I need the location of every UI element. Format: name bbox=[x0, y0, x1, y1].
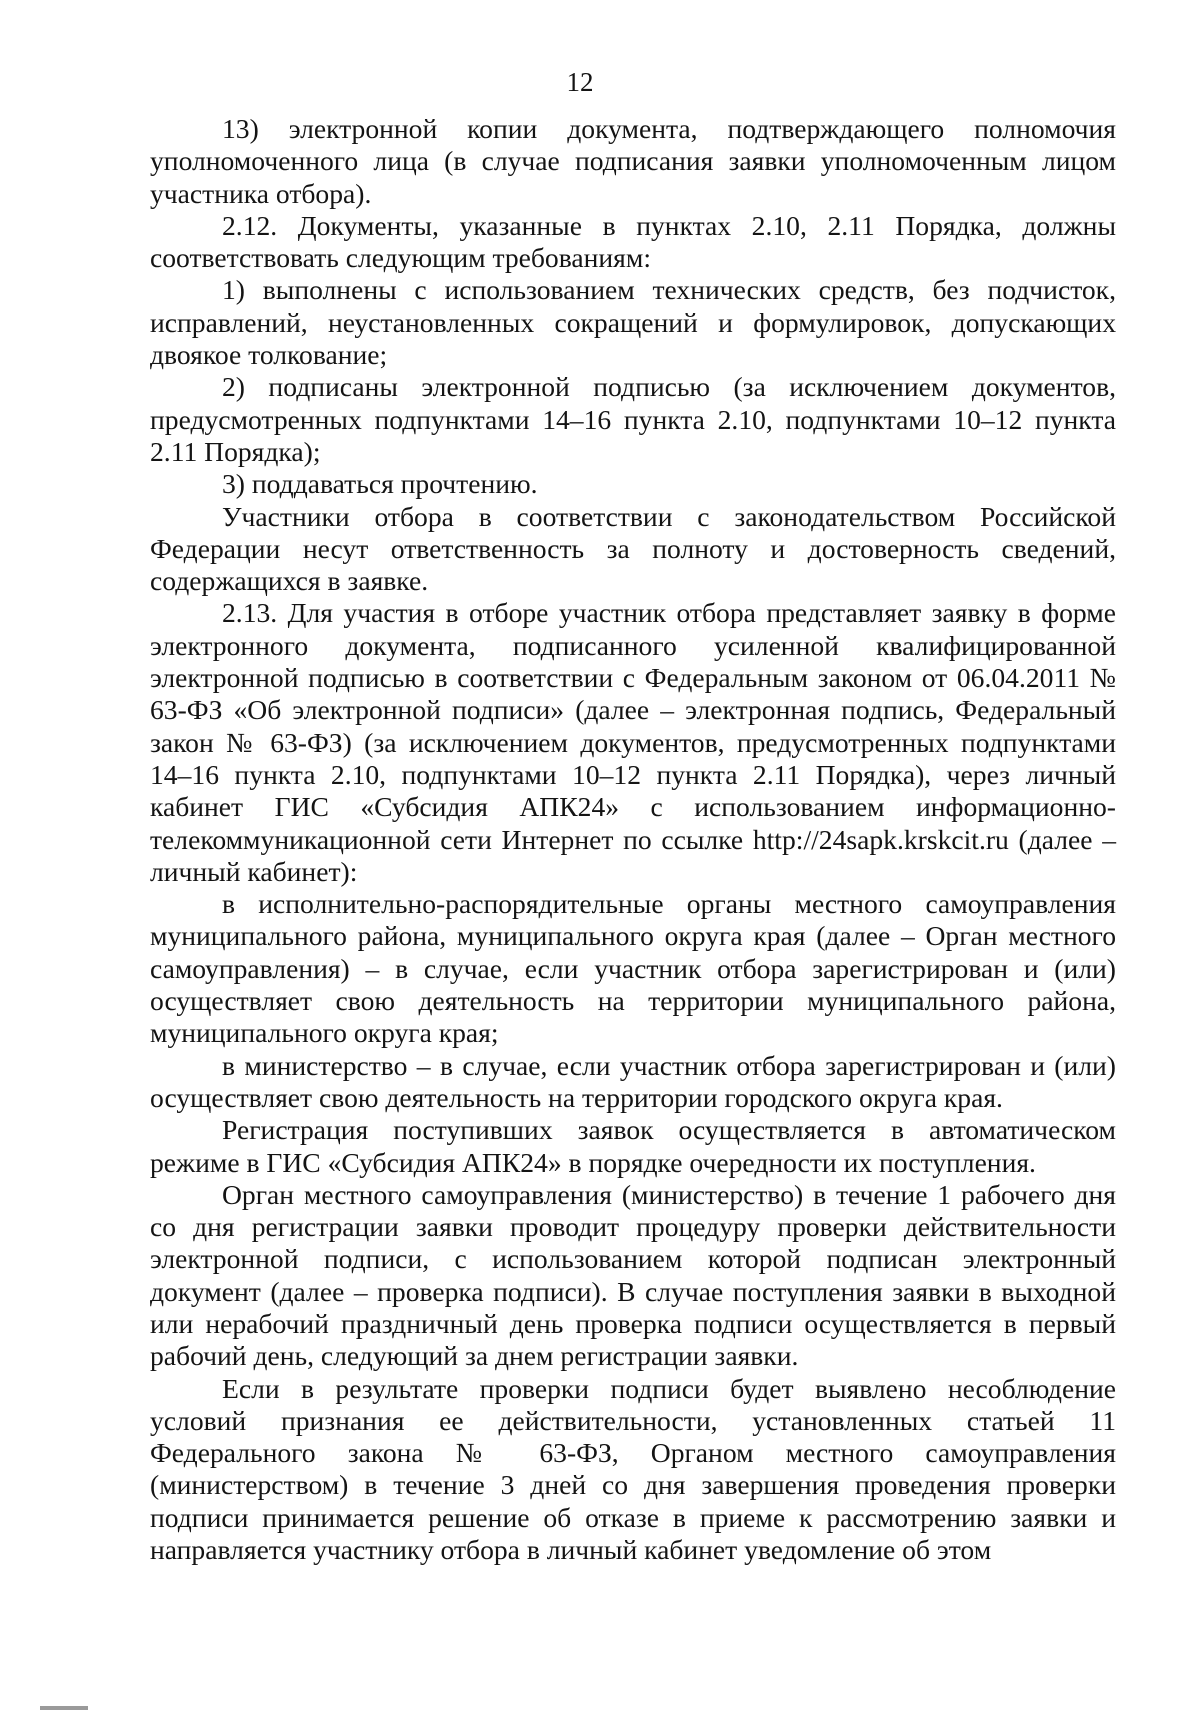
paragraph-refusal: Если в результате проверки подписи будет выявлено несоблюдение условий признания ее действительности, установленных статьей 11 Федерального закона № 63-ФЗ, Органом местного самоуправления (министерством) в течение 3 дней со дня завершения проведения проверки подписи принимается решение об отказе в приеме к рассмотрению заявки и направляется участнику отбора в личный кабинет уведомление об этом bbox=[150, 1372, 1116, 1566]
paragraph-2-13: 2.13. Для участия в отборе участник отбора представляет заявку в форме электронного документа, подписанного усиленной квалифицированной электронной подписью в соответствии с Федеральным законом от 06.04.2011 № 63-ФЗ «Об электронной подписи» (далее – электронная подпись, Федеральный закон № 63-ФЗ) (за исключением документов, предусмотренных подпунктами 14–16 пункта 2.10, подпунктами 10–12 пункта 2.11 Порядка), через личный кабинет ГИС «Субсидия АПК24» с использованием информационно-телекоммуникационной сети Интернет по ссылке http://24sapk.krskcit.ru (далее – личный кабинет): bbox=[150, 597, 1116, 887]
scan-edge-mark bbox=[40, 1706, 88, 1710]
paragraph-registration: Регистрация поступивших заявок осуществляется в автоматическом режиме в ГИС «Субсидия АПК24» в порядке очередности их поступления. bbox=[150, 1114, 1116, 1178]
paragraph-responsibility: Участники отбора в соответствии с законодательством Российской Федерации несут ответственность за полноту и достоверность сведений, содержащихся в заявке. bbox=[150, 500, 1116, 597]
requirement-3: 3) поддаваться прочтению. bbox=[222, 468, 538, 500]
paragraph-signature-check: Орган местного самоуправления (министерство) в течение 1 рабочего дня со дня регистрации заявки проводит процедуру проверки действительности электронной подписи, с использованием которой подписан электронный документ (далее – проверка подписи). В случае поступления заявки в выходной или нерабочий праздничный день проверка подписи осуществляется в первый рабочий день, следующий за днем регистрации заявки. bbox=[150, 1178, 1116, 1372]
requirement-1: 1) выполнены с использованием технических средств, без подчисток, исправлений, неустановленных сокращений и формулировок, допускающих двоякое толкование; bbox=[150, 274, 1116, 371]
document-body bbox=[150, 113, 1116, 1566]
paragraph-local-authorities: в исполнительно-распорядительные органы местного самоуправления муниципального района, муниципального округа края (далее – Орган местного самоуправления) – в случае, если участник отбора зарегистрирован и (или) осуществляет свою деятельность на территории муниципального района, муниципального округа края; bbox=[150, 888, 1116, 1049]
requirement-2: 2) подписаны электронной подписью (за исключением документов, предусмотренных подпунктами 14–16 пункта 2.10, подпунктами 10–12 пункта 2.11 Порядка); bbox=[150, 371, 1116, 467]
paragraph-ministry: в министерство – в случае, если участник отбора зарегистрирован и (или) осуществляет свою деятельность на территории городского округа края. bbox=[150, 1049, 1116, 1113]
page-number: 12 bbox=[566, 67, 594, 97]
paragraph-item-13: 13) электронной копии документа, подтверждающего полномочия уполномоченного лица (в случае подписания заявки уполномоченным лицом участника отбора). bbox=[150, 113, 1116, 209]
paragraph-2-12: 2.12. Документы, указанные в пунктах 2.10, 2.11 Порядка, должны соответствовать следующим требованиям: bbox=[150, 209, 1116, 274]
